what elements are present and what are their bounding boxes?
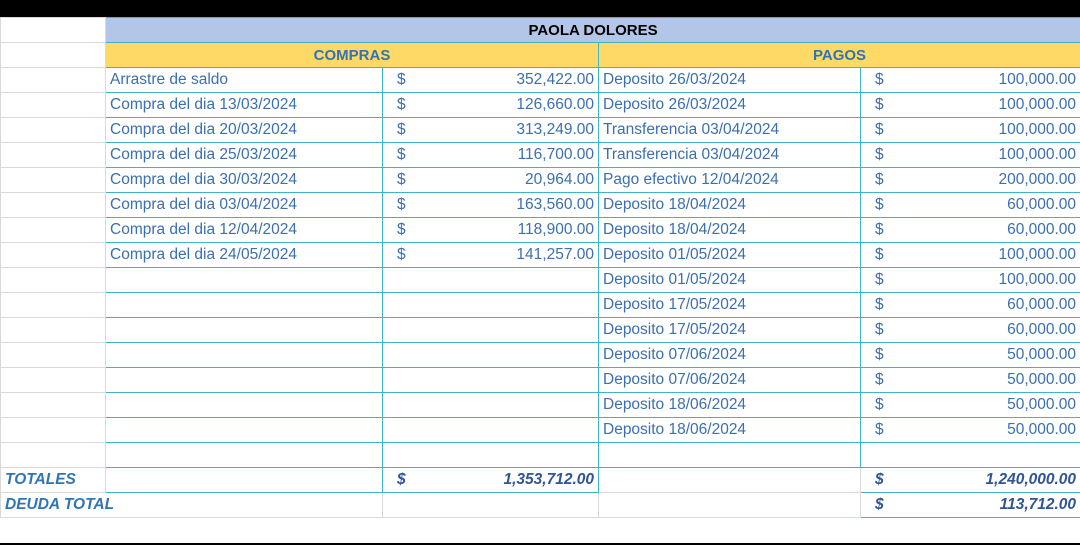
row-label-cell[interactable]	[1, 193, 106, 218]
currency-symbol: $	[397, 196, 406, 213]
pago-desc-cell[interactable]: Deposito 18/06/2024	[599, 418, 861, 443]
amount-value: 60,000.00	[1007, 221, 1077, 238]
pago-amount-cell-content	[865, 121, 1076, 139]
compra-amount-cell[interactable]	[383, 343, 599, 368]
pago-desc-cell[interactable]: Deposito 18/04/2024	[599, 218, 861, 243]
pago-amount-cell[interactable]	[861, 418, 1080, 443]
amount-value: 113,712.00	[999, 496, 1077, 513]
compra-amount-cell-content	[387, 171, 594, 189]
pago-desc-cell[interactable]	[599, 443, 861, 468]
row-label-cell[interactable]	[1, 293, 106, 318]
amount-value: 1,353,712.00	[503, 471, 594, 488]
compra-amount-cell[interactable]	[383, 218, 599, 243]
pago-amount-cell[interactable]	[861, 293, 1080, 318]
pago-amount-cell-content	[865, 246, 1076, 264]
pago-amount-cell[interactable]	[861, 268, 1080, 293]
compra-desc-cell[interactable]: Compra del dia 13/03/2024	[106, 93, 383, 118]
compra-amount-cell[interactable]	[383, 268, 599, 293]
totales-pagos-cell[interactable]	[861, 468, 1080, 493]
compra-desc-cell[interactable]	[106, 318, 383, 343]
pago-amount-cell[interactable]	[861, 68, 1080, 93]
row-label-cell[interactable]	[1, 393, 106, 418]
pago-desc-cell[interactable]: Pago efectivo 12/04/2024	[599, 168, 861, 193]
spreadsheet	[0, 17, 1080, 543]
ledger-table	[0, 17, 1080, 518]
pago-amount-cell-content	[865, 221, 1076, 239]
currency-symbol: $	[397, 96, 406, 113]
deuda-amount-cell-content	[865, 496, 1076, 514]
table-row	[1, 168, 1080, 193]
amount-value: 100,000.00	[998, 246, 1077, 263]
currency-symbol: $	[875, 321, 884, 338]
table-row	[1, 68, 1080, 93]
currency-symbol: $	[875, 221, 884, 238]
currency-symbol: $	[875, 471, 884, 488]
compra-desc-cell[interactable]	[106, 268, 383, 293]
table-row	[1, 243, 1080, 268]
row-label-cell[interactable]	[1, 318, 106, 343]
compra-amount-cell[interactable]	[383, 93, 599, 118]
currency-symbol: $	[397, 146, 406, 163]
title-row	[1, 18, 1080, 43]
pago-amount-cell-content	[865, 196, 1076, 214]
currency-symbol: $	[397, 121, 406, 138]
row-label-cell[interactable]	[1, 418, 106, 443]
amount-value: 141,257.00	[516, 246, 594, 263]
amount-value: 60,000.00	[1007, 296, 1077, 313]
currency-symbol: $	[875, 71, 884, 88]
table-row	[1, 218, 1080, 243]
compra-amount-cell-content	[387, 146, 594, 164]
compras-header[interactable]: COMPRAS	[106, 43, 599, 68]
row-label-cell[interactable]	[1, 368, 106, 393]
table-row	[1, 193, 1080, 218]
table-row	[1, 118, 1080, 143]
compra-desc-cell[interactable]	[106, 368, 383, 393]
pago-amount-cell-content	[865, 396, 1076, 414]
amount-value: 20,964.00	[525, 171, 594, 188]
compra-amount-cell-content	[387, 196, 594, 214]
pago-desc-cell[interactable]: Deposito 26/03/2024	[599, 93, 861, 118]
totales-compras-cell-content	[387, 471, 594, 489]
compra-amount-cell[interactable]	[383, 243, 599, 268]
pago-desc-cell[interactable]: Deposito 07/06/2024	[599, 343, 861, 368]
compra-amount-cell[interactable]	[383, 143, 599, 168]
pago-amount-cell[interactable]	[861, 218, 1080, 243]
totales-empty-cell[interactable]	[106, 468, 383, 493]
currency-symbol: $	[875, 371, 884, 388]
row-label-cell[interactable]	[1, 118, 106, 143]
pago-desc-cell[interactable]: Deposito 18/04/2024	[599, 193, 861, 218]
amount-value: 60,000.00	[1007, 196, 1077, 213]
compra-amount-cell[interactable]	[383, 193, 599, 218]
pago-desc-cell[interactable]: Deposito 26/03/2024	[599, 68, 861, 93]
currency-symbol: $	[875, 96, 884, 113]
amount-value: 100,000.00	[998, 146, 1077, 163]
deuda-empty-cell[interactable]	[599, 493, 861, 518]
amount-value: 352,422.00	[516, 71, 594, 88]
deuda-amount-cell[interactable]	[861, 493, 1080, 518]
compra-desc-cell[interactable]	[106, 343, 383, 368]
compra-amount-cell[interactable]	[383, 318, 599, 343]
pago-amount-cell-content	[865, 321, 1076, 339]
compra-amount-cell[interactable]	[383, 418, 599, 443]
pago-desc-cell[interactable]: Deposito 07/06/2024	[599, 368, 861, 393]
pago-amount-cell[interactable]	[861, 193, 1080, 218]
row-label-cell[interactable]	[1, 168, 106, 193]
amount-value: 200,000.00	[998, 171, 1077, 188]
amount-value: 100,000.00	[998, 271, 1077, 288]
currency-symbol: $	[875, 271, 884, 288]
pago-amount-cell[interactable]	[861, 343, 1080, 368]
currency-symbol: $	[875, 121, 884, 138]
pago-desc-cell[interactable]: Deposito 17/05/2024	[599, 293, 861, 318]
compra-desc-cell[interactable]: Arrastre de saldo	[106, 68, 383, 93]
compra-desc-cell[interactable]: Compra del dia 12/04/2024	[106, 218, 383, 243]
compra-desc-cell[interactable]: Compra del dia 24/05/2024	[106, 243, 383, 268]
row-label-cell[interactable]	[1, 243, 106, 268]
table-row	[1, 293, 1080, 318]
amount-value: 1,240,000.00	[985, 471, 1077, 488]
deuda-label[interactable]: DEUDA TOTAL	[1, 493, 383, 518]
pago-amount-cell-content	[865, 71, 1076, 89]
compra-amount-cell[interactable]	[383, 443, 599, 468]
table-row	[1, 318, 1080, 343]
compra-desc-cell[interactable]: Compra del dia 30/03/2024	[106, 168, 383, 193]
pago-amount-cell-content	[865, 421, 1076, 439]
row-label-cell[interactable]	[1, 143, 106, 168]
pago-desc-cell[interactable]: Transferencia 03/04/2024	[599, 118, 861, 143]
table-row	[1, 368, 1080, 393]
pago-amount-cell-content	[865, 146, 1076, 164]
currency-symbol: $	[875, 421, 884, 438]
amount-value: 100,000.00	[998, 121, 1077, 138]
table-row	[1, 343, 1080, 368]
amount-value: 50,000.00	[1007, 396, 1077, 413]
amount-value: 116,700.00	[517, 146, 594, 163]
totales-pagos-cell-content	[865, 471, 1076, 489]
currency-symbol: $	[875, 246, 884, 263]
compra-desc-cell[interactable]	[106, 393, 383, 418]
deuda-row	[1, 493, 1080, 518]
compra-desc-cell[interactable]: Compra del dia 03/04/2024	[106, 193, 383, 218]
sheet-title[interactable]: PAOLA DOLORES	[106, 18, 1080, 43]
compra-amount-cell-content	[387, 121, 594, 139]
amount-value: 60,000.00	[1007, 321, 1077, 338]
pago-desc-cell[interactable]: Deposito 17/05/2024	[599, 318, 861, 343]
table-row	[1, 268, 1080, 293]
pago-amount-cell-content	[865, 371, 1076, 389]
currency-symbol: $	[397, 221, 406, 238]
currency-symbol: $	[397, 471, 406, 488]
currency-symbol: $	[397, 71, 406, 88]
totales-row	[1, 468, 1080, 493]
table-row	[1, 393, 1080, 418]
pago-amount-cell[interactable]	[861, 93, 1080, 118]
row-label-cell[interactable]	[1, 93, 106, 118]
table-row	[1, 418, 1080, 443]
compra-amount-cell-content	[387, 246, 594, 264]
row-label-cell[interactable]	[1, 268, 106, 293]
currency-symbol: $	[875, 296, 884, 313]
compra-desc-cell[interactable]	[106, 418, 383, 443]
amount-value: 163,560.00	[516, 196, 594, 213]
pago-amount-cell[interactable]	[861, 168, 1080, 193]
pago-amount-cell[interactable]	[861, 368, 1080, 393]
row-label-cell[interactable]	[1, 343, 106, 368]
totales-label[interactable]: TOTALES	[1, 468, 106, 493]
table-row	[1, 443, 1080, 468]
compra-desc-cell[interactable]: Compra del dia 20/03/2024	[106, 118, 383, 143]
row-label-cell[interactable]	[1, 443, 106, 468]
compra-amount-cell-content	[387, 71, 594, 89]
pago-amount-cell[interactable]	[861, 443, 1080, 468]
currency-symbol: $	[875, 146, 884, 163]
compra-amount-cell[interactable]	[383, 393, 599, 418]
pagos-header[interactable]: PAGOS	[599, 43, 1080, 68]
cell-a1[interactable]	[1, 18, 106, 43]
pago-amount-cell[interactable]	[861, 143, 1080, 168]
pago-amount-cell-content	[865, 271, 1076, 289]
amount-value: 126,660.00	[516, 96, 594, 113]
amount-value: 50,000.00	[1007, 346, 1077, 363]
pago-amount-cell[interactable]	[861, 118, 1080, 143]
amount-value: 100,000.00	[998, 96, 1077, 113]
pago-amount-cell[interactable]	[861, 243, 1080, 268]
pago-amount-cell[interactable]	[861, 393, 1080, 418]
currency-symbol: $	[397, 246, 406, 263]
pago-desc-cell[interactable]: Deposito 01/05/2024	[599, 243, 861, 268]
pago-desc-cell[interactable]: Deposito 18/06/2024	[599, 393, 861, 418]
table-row	[1, 93, 1080, 118]
deuda-empty-cell[interactable]	[383, 493, 599, 518]
compra-amount-cell[interactable]	[383, 293, 599, 318]
compra-desc-cell[interactable]: Compra del dia 25/03/2024	[106, 143, 383, 168]
pago-desc-cell[interactable]: Transferencia 03/04/2024	[599, 143, 861, 168]
compra-amount-cell-content	[387, 221, 594, 239]
compra-desc-cell[interactable]	[106, 443, 383, 468]
row-label-cell[interactable]	[1, 218, 106, 243]
compra-amount-cell[interactable]	[383, 118, 599, 143]
pago-amount-cell-content	[865, 96, 1076, 114]
currency-symbol: $	[875, 496, 884, 513]
cell-a2[interactable]	[1, 43, 106, 68]
amount-value: 313,249.00	[516, 121, 594, 138]
amount-value: 100,000.00	[998, 71, 1077, 88]
compra-amount-cell[interactable]	[383, 368, 599, 393]
compra-amount-cell[interactable]	[383, 68, 599, 93]
pago-amount-cell-content	[865, 346, 1076, 364]
pago-amount-cell[interactable]	[861, 318, 1080, 343]
currency-symbol: $	[875, 346, 884, 363]
pago-desc-cell[interactable]: Deposito 01/05/2024	[599, 268, 861, 293]
compra-desc-cell[interactable]	[106, 293, 383, 318]
currency-symbol: $	[397, 171, 406, 188]
amount-value: 50,000.00	[1007, 421, 1077, 438]
amount-value: 118,900.00	[517, 221, 594, 238]
currency-symbol: $	[875, 396, 884, 413]
compra-amount-cell[interactable]	[383, 168, 599, 193]
pago-amount-cell-content	[865, 296, 1076, 314]
row-label-cell[interactable]	[1, 68, 106, 93]
currency-symbol: $	[875, 171, 884, 188]
amount-value: 50,000.00	[1007, 371, 1077, 388]
section-header-row	[1, 43, 1080, 68]
currency-symbol: $	[875, 196, 884, 213]
totales-empty-cell[interactable]	[599, 468, 861, 493]
table-row	[1, 143, 1080, 168]
compra-amount-cell-content	[387, 96, 594, 114]
totales-compras-cell[interactable]	[383, 468, 599, 493]
pago-amount-cell-content	[865, 171, 1076, 189]
